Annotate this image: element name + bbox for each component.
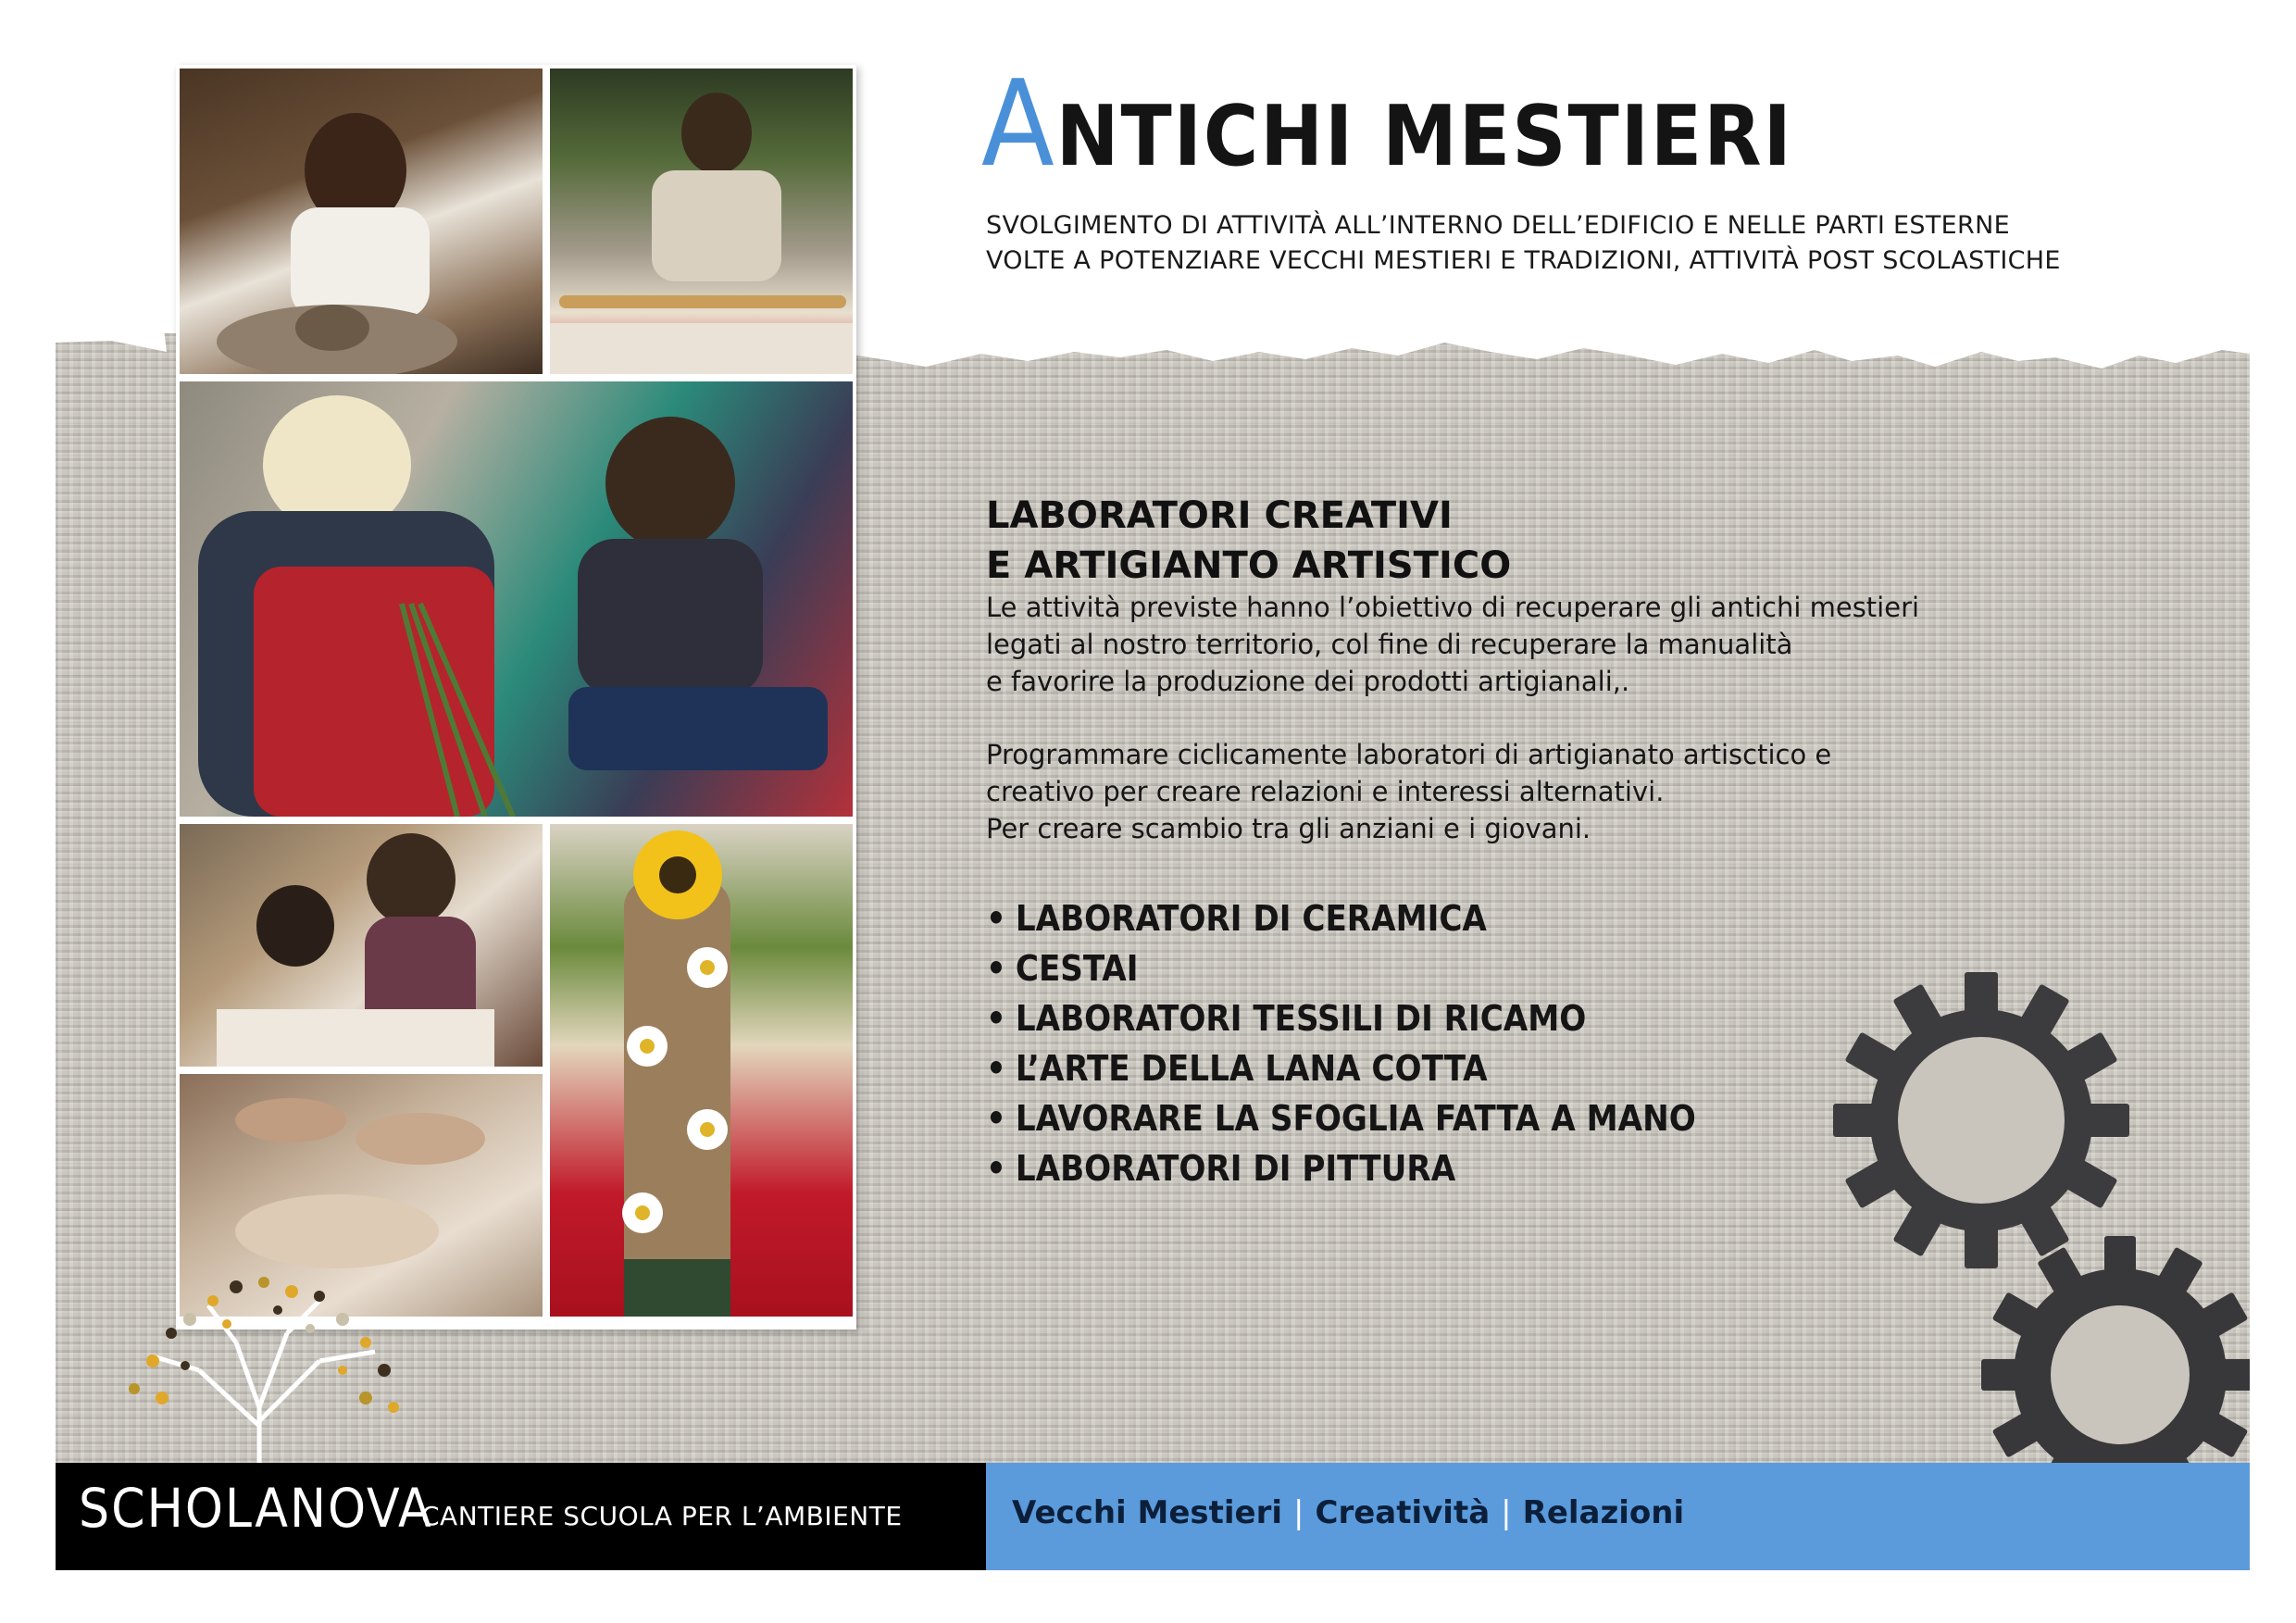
paragraph-line: legati al nostro territorio, col fine di recuperare la manualità: [986, 629, 1793, 660]
paragraph-line: Per creare scambio tra gli anziani e i giovani.: [986, 813, 1591, 844]
paragraph-line: Programmare ciclicamente laboratori di artigianato artisctico e: [986, 739, 1832, 770]
photo-pottery-wheel: [180, 69, 543, 374]
page-subtitle: [986, 208, 2152, 279]
section-heading: [986, 491, 1819, 591]
paragraph-line: e favorire la produzione dei prodotti artigianali,.: [986, 666, 1630, 697]
list-item: • CESTAI: [986, 943, 1696, 993]
section-heading-line: LABORATORI CREATIVI: [986, 494, 1453, 537]
title-rest: NTICHI MESTIERI: [1055, 88, 1793, 185]
subtitle-line: VOLTE A POTENZIARE VECCHI MESTIERI E TRADIZIONI, ATTIVITÀ POST SCOLASTICHE: [986, 246, 2061, 275]
pasta-scene-illustration: [550, 69, 853, 374]
title-first-letter: A: [981, 56, 1056, 194]
paragraph-line: Le attività previste hanno l’obiettivo di recuperare gli antichi mestieri: [986, 592, 1920, 623]
photo-rolling-pasta: [550, 69, 853, 374]
list-item: • L’ARTE DELLA LANA COTTA: [986, 1043, 1696, 1093]
subtitle-line: SVOLGIMENTO DI ATTIVITÀ ALL’INTERNO DELL’EDIFICIO E NELLE PARTI ESTERNE: [986, 211, 2010, 240]
footer-tags: [1012, 1494, 1684, 1531]
list-item: • LABORATORI TESSILI DI RICAMO: [986, 993, 1696, 1043]
scholanova-tree-logo: [97, 1268, 421, 1481]
list-item: • LABORATORI DI CERAMICA: [986, 893, 1696, 943]
knitted-pole-illustration: [550, 824, 853, 1317]
photo-embroidery: [180, 824, 543, 1067]
photo-collage: [176, 65, 856, 1330]
list-item: • LABORATORI DI PITTURA: [986, 1143, 1696, 1193]
gears-decoration: [1833, 972, 2250, 1509]
photo-knitted-pole: [550, 824, 853, 1317]
pottery-scene-illustration: [180, 69, 543, 374]
weaving-scene-illustration: [180, 381, 853, 817]
tag-separator: |: [1501, 1494, 1512, 1531]
photo-basket-weaving: [180, 381, 853, 817]
gear-icon: [1833, 972, 2129, 1268]
paragraph-line: creativo per creare relazioni e interessi alternativi.: [986, 776, 1665, 807]
embroidery-scene-illustration: [180, 824, 543, 1067]
brand-name: SCHOLANOVA: [79, 1477, 433, 1540]
page-title: [981, 56, 1793, 194]
tag-relazioni: Relazioni: [1522, 1494, 1685, 1531]
tag-vecchi-mestieri: Vecchi Mestieri: [1012, 1494, 1283, 1531]
brand-tagline: CANTIERE SCUOLA PER L’AMBIENTE: [421, 1501, 903, 1531]
tag-creativita: Creatività: [1315, 1494, 1491, 1531]
program-paragraph: [986, 736, 1967, 847]
tag-separator: |: [1293, 1494, 1304, 1531]
section-heading-line: E ARTIGIANTO ARTISTICO: [986, 544, 1512, 587]
description-paragraph: [986, 589, 1967, 700]
workshop-list: [986, 893, 1696, 1193]
list-item: • LAVORARE LA SFOGLIA FATTA A MANO: [986, 1093, 1696, 1143]
